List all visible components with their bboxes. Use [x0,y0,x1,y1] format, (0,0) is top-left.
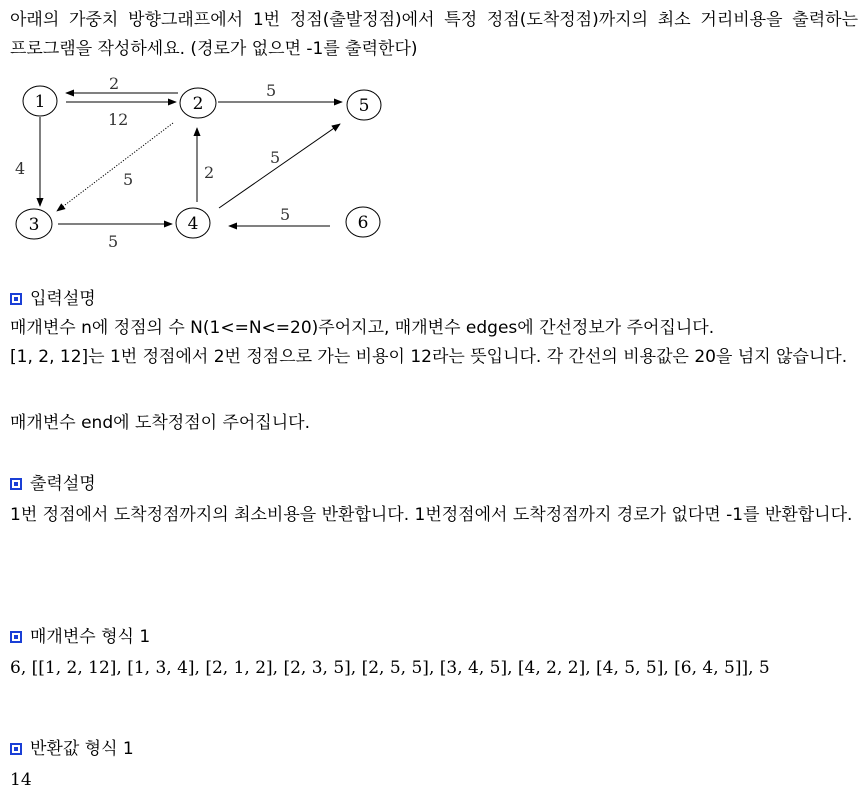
output-section-heading [10,470,96,499]
weight-label-1-3: 4 [15,159,26,178]
square-bullet-icon [10,478,22,490]
return-example-value: 14 [10,770,32,790]
weight-label-1-2: 12 [108,110,129,129]
weight-label-2-3: 5 [123,170,134,189]
input-section-title: 입력설명 [30,289,96,309]
param-example-heading [10,623,150,652]
return-example-title: 반환값 형식 1 [30,739,134,759]
weighted-directed-graph [0,70,400,250]
input-section-heading [10,285,96,314]
node-label-1: 1 [34,92,46,112]
weight-label-2-5: 5 [266,81,277,100]
param-example-title: 매개변수 형식 1 [30,627,151,647]
node-label-4: 4 [187,214,199,234]
param-example-value: 6, [[1, 2, 12], [1, 3, 4], [2, 1, 2], [2, 3, 5], [2, 5, 5], [3, 4, 5], [4, 2, 2], [4, 5, 5], [6, 4, 5]], 5 [10,658,770,678]
weight-label-3-4: 5 [108,232,119,250]
weight-label-4-2: 2 [204,163,215,182]
return-example-heading [10,735,134,764]
node-label-5: 5 [358,96,370,116]
node-label-3: 3 [28,215,40,235]
square-bullet-icon [10,293,22,305]
edge-2-3 [57,123,173,211]
square-bullet-icon [10,743,22,755]
output-section-title: 출력설명 [30,474,96,494]
input-description-line3: 매개변수 end에 도착정점이 주어집니다. [10,413,310,433]
output-description: 1번 정점에서 도착정점까지의 최소비용을 반환합니다. 1번정점에서 도착정점까지 경로가 없다면 -1를 반환합니다. [10,505,853,525]
weight-label-4-5: 5 [270,148,281,167]
problem-statement: 아래의 가중치 방향그래프에서 1번 정점(출발정점)에서 특정 정점(도착정점)까지의 최소 거리비용을 출력하는 프로그램을 작성하세요. (경로가 없으면 -1를 출력한다) [10,10,858,59]
weight-label-2-1: 2 [109,74,120,93]
node-label-2: 2 [192,94,204,114]
input-description-line2: [1, 2, 12]는 1번 정점에서 2번 정점으로 가는 비용이 12라는 뜻입니다. 각 간선의 비용값은 20을 넘지 않습니다. [10,347,848,367]
node-label-6: 6 [357,213,369,233]
square-bullet-icon [10,631,22,643]
weight-label-6-4: 5 [280,205,291,224]
input-description-line1: 매개변수 n에 정점의 수 N(1<=N<=20)주어지고, 매개변수 edges에 간선정보가 주어집니다. [10,318,715,338]
